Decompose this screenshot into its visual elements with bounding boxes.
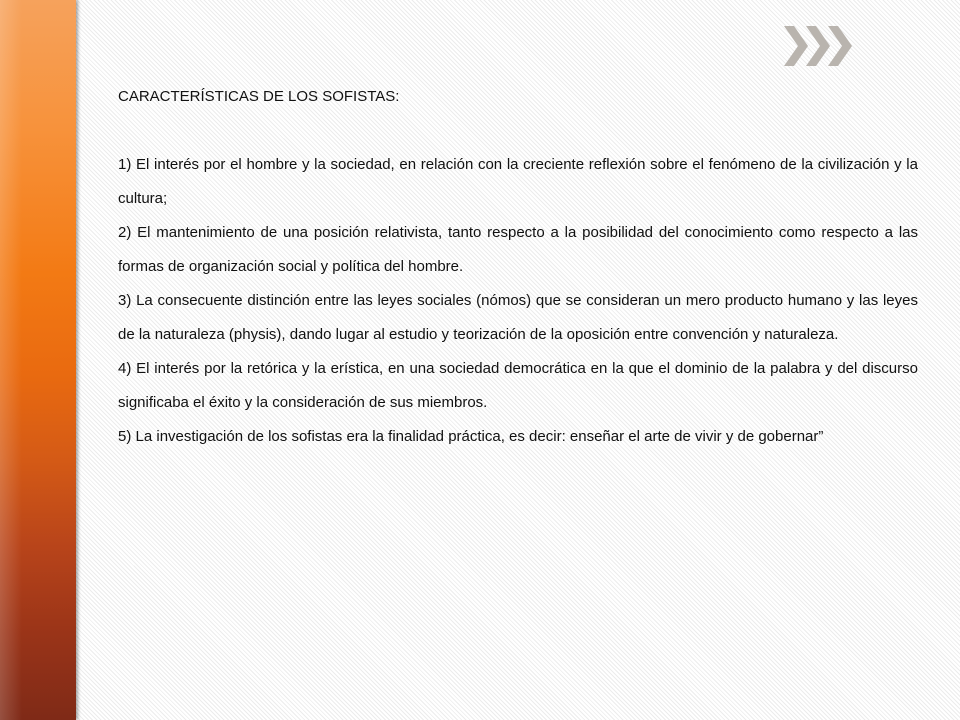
- sidebar-sheen: [0, 0, 22, 720]
- slide-content: [118, 80, 918, 454]
- chevron-2: [806, 26, 830, 66]
- chevron-3: [828, 26, 852, 66]
- list-item: 1) El interés por el hombre y la sociedad, en relación con la creciente reflexión sobre el fenómeno de la civilización y la cultura;: [118, 156, 918, 207]
- list-item: 3) La consecuente distinción entre las leyes sociales (nómos) que se consideran un mero producto humano y las leyes de la naturaleza (physis), dando lugar al estudio y teorización de la oposición entre convención y naturaleza.: [118, 292, 918, 343]
- slide-title: CARACTERÍSTICAS DE LOS SOFISTAS:: [118, 88, 400, 105]
- list-item: 4) El interés por la retórica y la erística, en una sociedad democrática en la que el dominio de la palabra y del discurso significaba el éxito y la consideración de sus miembros.: [118, 360, 918, 411]
- list-item: 5) La investigación de los sofistas era la finalidad práctica, es decir: enseñar el arte de vivir y de gobernar”: [118, 428, 824, 445]
- triple-chevron-right-icon: [784, 24, 856, 68]
- list-item: 2) El mantenimiento de una posición relativista, tanto respecto a la posibilidad del conocimiento como respecto a las formas de organización social y política del hombre.: [118, 224, 918, 275]
- chevron-1: [784, 26, 808, 66]
- sidebar-accent-bar: [0, 0, 76, 720]
